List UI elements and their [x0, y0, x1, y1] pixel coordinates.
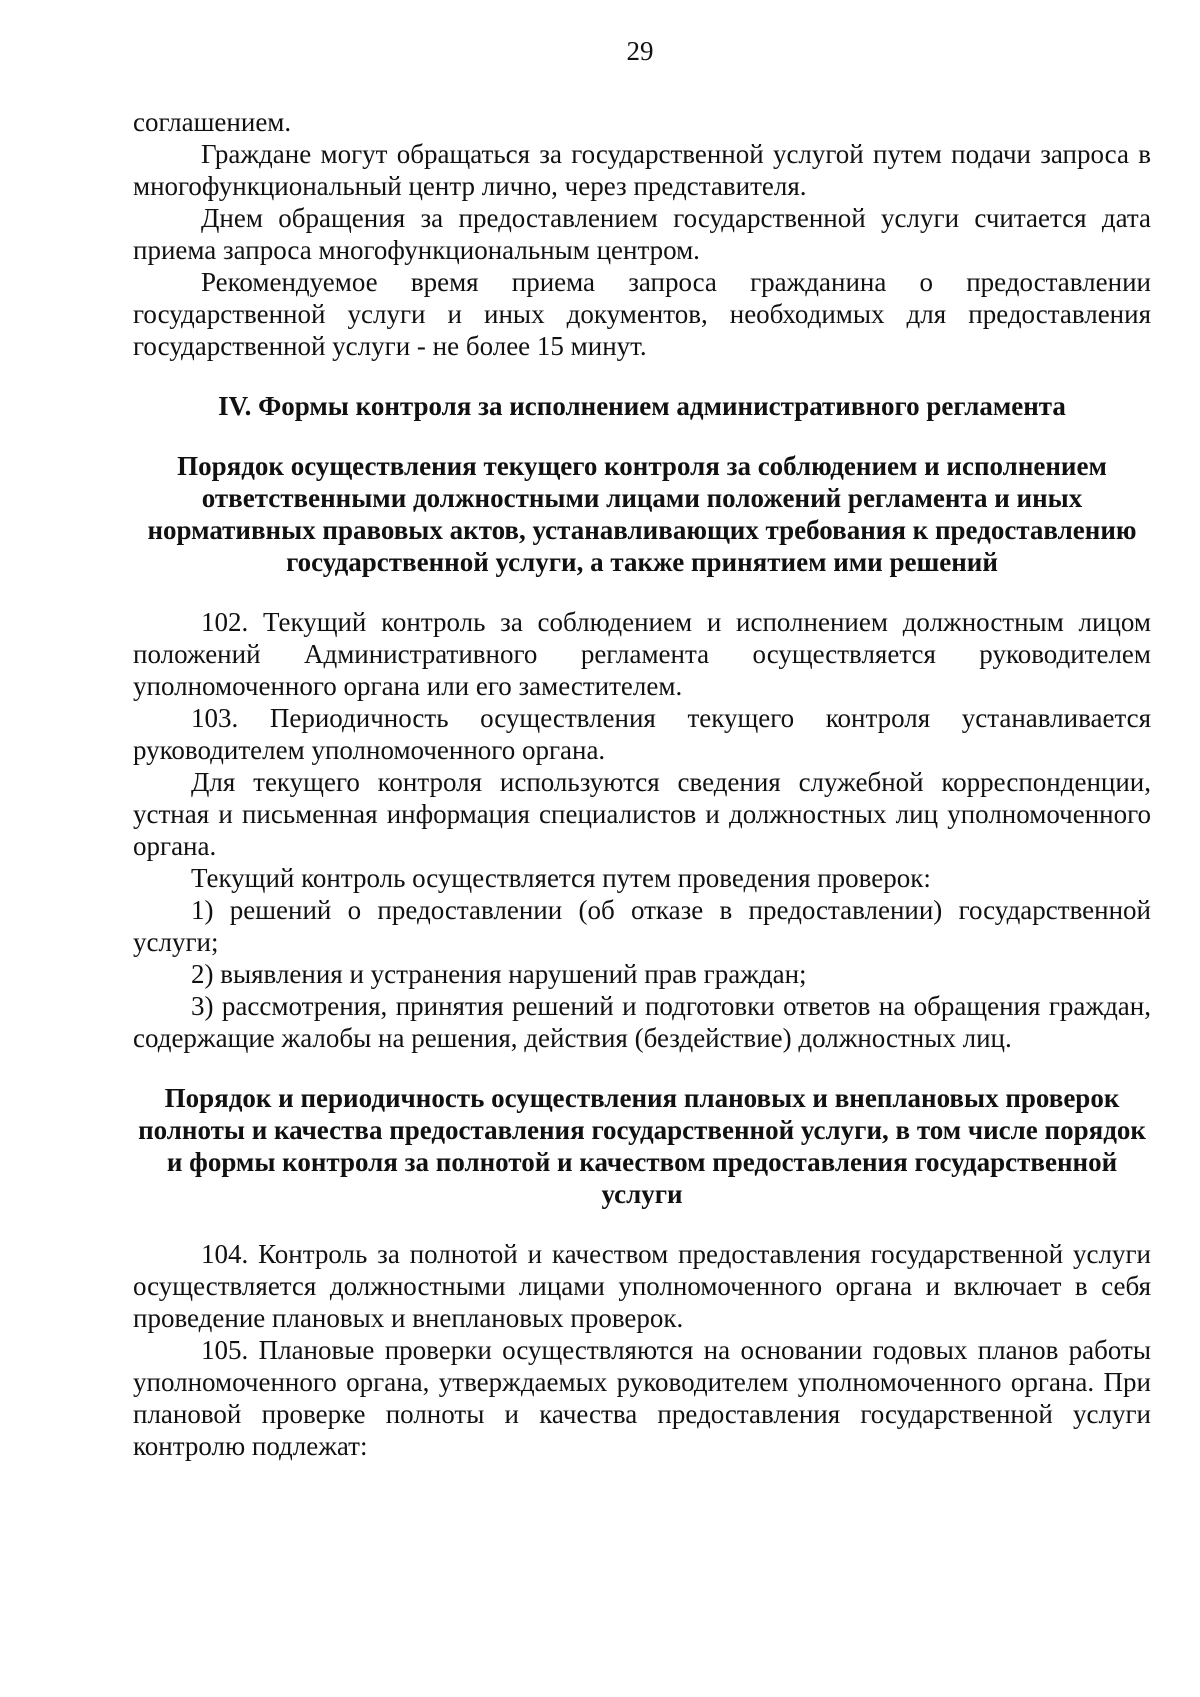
paragraph-citizens-request: Граждане могут обращаться за государственной услугой путем подачи запроса в многофункциональный центр лично, через представителя. — [133, 139, 1151, 201]
document-body — [133, 106, 1151, 1462]
section-heading-iv: IV. Формы контроля за исполнением административного регламента — [218, 391, 1066, 421]
paragraph-104: 104. Контроль за полнотой и качеством предоставления государственной услуги осуществляется должностными лицами уполномоченного органа и включает в себя проведение плановых и внеплановых проверок. — [133, 1239, 1151, 1333]
list-item-3: 3) рассмотрения, принятия решений и подготовки ответов на обращения граждан, содержащие жалобы на решения, действия (бездействие) должностных лиц. — [133, 991, 1151, 1053]
spacer — [133, 422, 1151, 450]
page-number: 29 — [626, 36, 654, 66]
paragraph-continuation: соглашением. — [133, 107, 292, 137]
spacer — [133, 578, 1151, 606]
paragraph-recommended-time: Рекомендуемое время приема запроса гражданина о предоставлении государственной услуги и иных документов, необходимых для предоставления государственной услуги - не более 15 минут. — [133, 267, 1151, 361]
list-item-1: 1) решений о предоставлении (об отказе в предоставлении) государственной услуги; — [133, 895, 1151, 957]
spacer — [133, 1210, 1151, 1238]
paragraph-102: 102. Текущий контроль за соблюдением и исполнением должностным лицом положений Административного регламента осуществляется руководителем уполномоченного органа или его заместителем. — [133, 607, 1151, 701]
spacer — [133, 1054, 1151, 1082]
paragraph-105: 105. Плановые проверки осуществляются на основании годовых планов работы уполномоченного органа, утверждаемых руководителем уполномоченного органа. При плановой проверке полноты и качества предоставления государственной услуги контролю подлежат: — [133, 1335, 1151, 1461]
paragraph-checks-intro: Текущий контроль осуществляется путем проведения проверок: — [191, 863, 931, 893]
subsection-heading-current-control: Порядок осуществления текущего контроля за соблюдением и исполнением ответственными должностными лицами положений регламента и иных нормативных правовых актов, устанавливающих требования к предоставлению государственной услуги, а также принятием ими решений — [147, 451, 1137, 577]
list-item-2: 2) выявления и устранения нарушений прав граждан; — [191, 959, 807, 989]
paragraph-request-date: Днем обращения за предоставлением государственной услуги считается дата приема запроса многофункциональным центром. — [133, 203, 1151, 265]
subsection-heading-planned-checks: Порядок и периодичность осуществления плановых и внеплановых проверок полноты и качества предоставления государственной услуги, в том числе порядок и формы контроля за полнотой и качеством предоставления государственной услуги — [138, 1083, 1146, 1209]
paragraph-control-info: Для текущего контроля используются сведения служебной корреспонденции, устная и письменная информация специалистов и должностных лиц уполномоченного органа. — [133, 767, 1151, 861]
spacer — [133, 362, 1151, 390]
paragraph-103: 103. Периодичность осуществления текущего контроля устанавливается руководителем уполномоченного органа. — [133, 703, 1151, 765]
